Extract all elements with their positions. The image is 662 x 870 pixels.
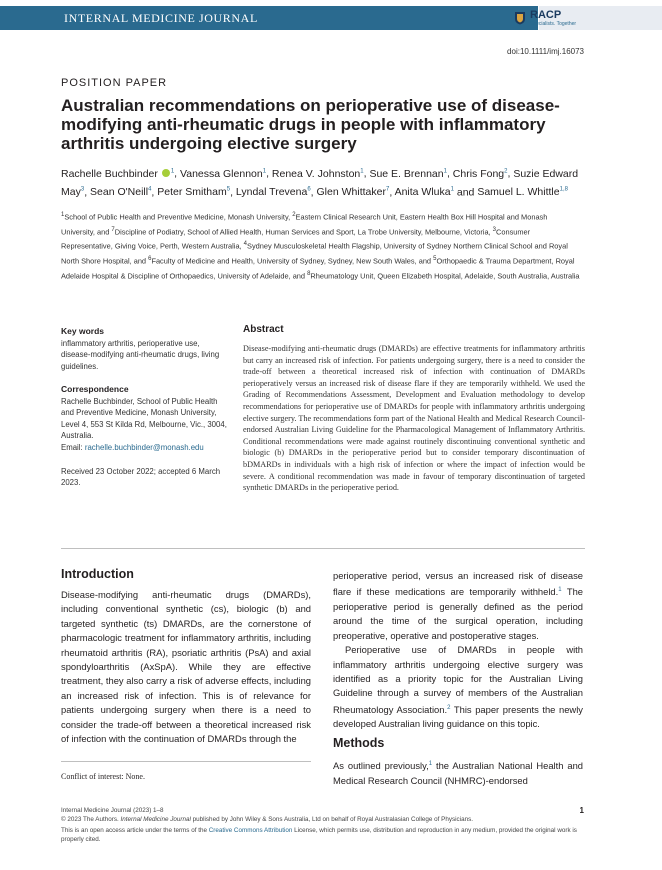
author-affiliation-ref: 1: [450, 186, 454, 193]
author-affiliation-ref: 1: [170, 168, 175, 174]
affiliation-text: School of Public Health and Preventive Medicine, Monash University,: [64, 212, 293, 222]
author-affiliation-ref: 7: [385, 186, 390, 193]
author-text: Lyndal Trevena: [235, 186, 308, 198]
author-text: Suzie Edward May: [61, 167, 579, 198]
introduction-paragraph-1-text: perioperative period, versus an increased risk of disease flare if these medications are temporarily withheld.: [333, 570, 583, 598]
racp-logo-tagline: Specialists. Together: [530, 21, 577, 27]
citation-ref[interactable]: 2: [447, 704, 451, 711]
author-name[interactable]: [395, 186, 454, 198]
author-text: Chris Fong: [452, 167, 505, 180]
affiliation-text: Sydney Musculoskeletal Health Flagship, University of Sydney Northern Clinical School and Royal North Shore Hospital, and: [61, 241, 568, 266]
author-name[interactable]: [180, 168, 266, 180]
abstract-heading: Abstract: [243, 324, 284, 335]
keywords-heading: Key words: [61, 326, 104, 336]
section-divider: [61, 548, 585, 549]
author-list: Rachelle Buchbinder $^1$, Vanessa Glennon$^1$, Renea V. Johnston$^1$, Sue E. Brennan$^1$, Chris Fong$^2$, Suzie Edward May$^3$, Sean O'Neill$^4$, Peter Smitham$^5$, Lyndal Trevena$^6$, Glen Whittaker$^7$, Anita Wluka$^1$ and Samuel L. Whittle$^{1,8}$: [61, 167, 579, 198]
journal-banner: [0, 0, 662, 38]
author-text: Sue E. Brennan: [369, 167, 444, 180]
correspondence-text: [61, 396, 231, 453]
introduction-heading: Introduction: [61, 567, 134, 581]
license-text-a: This is an open access article under the terms of the: [61, 827, 209, 834]
affiliation-number: 1: [61, 212, 65, 218]
author-affiliation-ref: 1: [262, 168, 267, 174]
affiliation-number: 2: [292, 212, 296, 218]
article-title: Australian recommendations on perioperative use of disease-modifying anti-rheumatic drugs in people with inflammatory arthritis undergoing elective surgery: [61, 96, 560, 153]
methods-paragraph-1: [333, 757, 583, 788]
affiliation-text: Rheumatology Unit, Queen Elizabeth Hospital, Adelaide, South Australia, Australia: [310, 271, 580, 281]
author-name[interactable]: [272, 168, 364, 180]
affiliation-number: 8: [307, 270, 311, 277]
author-affiliation-ref: 1: [443, 168, 447, 174]
author-affiliation-ref: 6: [307, 186, 311, 193]
introduction-paragraph-2-tail: This paper presents the newly developed Australian living guidance on this topic.: [333, 703, 583, 730]
footer-citation: Internal Medicine Journal (2023) 1–8: [61, 807, 164, 814]
author-name[interactable]: [317, 186, 390, 198]
author-text: Glen Whittaker: [316, 186, 386, 198]
email-label: Email:: [61, 442, 85, 452]
abstract-text: Disease-modifying anti-rheumatic drugs (DMARDs) are effective treatments for inflammatory arthritis but carry an increased risk of infection. For patients undergoing surgery, there is a need to consider the trade-off between a theoretical increased risk of infection with continuation of DMARDs perioperatively versus an increased risk of disease flare if they are temporarily withheld. We used the Grading of Recommendations Assessment, Development and Evaluation methodology to develop recommendations for perioperative use of DMARDs for people with inflammatory arthritis undergoing elective surgery. The recommendations form part of the National Health and Medical Research Council-endorsed Australian Living Guideline for the Pharmacological Management of Inflammatory Arthritis. Conditional recommendations were made against routinely discontinuing conventional synthetic and biologic (b) DMARDs in the perioperative period but to consider temporary discontinuation of bDMARDs in individuals with a high risk of infection or where the impact of infection would be severe. A conditional recommendation was made in favour of temporary discontinuation of targeted synthetic DMARDs in the perioperative period.: [243, 344, 585, 493]
author-name[interactable]: [90, 186, 151, 198]
license-text-b: License, which permits use, distribution and reproduction in any medium, provided the original work is properly cited.: [61, 827, 577, 843]
journal-name: INTERNAL MEDICINE JOURNAL: [64, 11, 258, 25]
citation-ref[interactable]: 1: [428, 761, 433, 767]
introduction-paragraph-1-tail: The perioperative period is generally defined as the period around the time of the surgical operation, including preoperative, operative and postoperative stages.: [333, 586, 584, 641]
author-name[interactable]: [369, 168, 446, 180]
affiliation-number: 7: [111, 226, 115, 233]
author-text: Samuel L. Whittle: [477, 186, 560, 198]
affiliation-number: 6: [148, 256, 152, 263]
affiliation-text: Discipline of Podiatry, School of Allied Health, Human Services and Sport, La Trobe University, Melbourne, Victoria,: [114, 227, 493, 237]
methods-paragraph-1-tail: the Australian National Health and Medical Research Council (NHMRC)-endorsed: [333, 760, 583, 786]
affiliation-number: 5: [433, 256, 437, 263]
correspondence-address: Rachelle Buchbinder, School of Public Health and Preventive Medicine, Monash University, Level 4, 553 St Kilda Rd, Melbourne, Vic., 3004, Australia.: [61, 397, 227, 441]
affiliation-text: Eastern Clinical Research Unit, Eastern Health Box Hill Hospital and Monash University, and: [61, 212, 548, 237]
conflict-of-interest: Conflict of interest: None.: [61, 772, 145, 781]
author-name[interactable]: [61, 168, 174, 180]
footnote-rule: [61, 761, 311, 762]
author-affiliation-ref: 1,8: [559, 186, 568, 193]
author-name[interactable]: [453, 168, 508, 180]
introduction-column-left: [61, 588, 311, 746]
license-link[interactable]: Creative Commons Attribution: [208, 827, 293, 834]
author-name[interactable]: [477, 186, 568, 198]
author-text: Sean O'Neill: [90, 186, 149, 198]
introduction-paragraph-2-text: Perioperative use of DMARDs in people with inflammatory arthritis undergoing elective surgery was identified as a priority topic for the Australian Living Guideline through a survey of members of the Australian Rheumatology Association.: [333, 644, 583, 715]
received-dates: Received 23 October 2022; accepted 6 March 2023.: [61, 467, 221, 488]
introduction-column-right: [333, 569, 583, 732]
author-affiliation-ref: 2: [504, 168, 508, 174]
keywords-text: inflammatory arthritis, perioperative use, disease-modifying anti-rheumatic drugs, living guidelines.: [61, 339, 220, 371]
racp-logo-text: RACP: [530, 9, 562, 21]
author-name[interactable]: [236, 186, 311, 198]
footer-copyright: [61, 816, 591, 823]
footer-license: [61, 826, 591, 844]
correspondence-email-link[interactable]: rachelle.buchbinder@monash.edu: [84, 442, 204, 452]
author-text: Peter Smitham: [157, 186, 227, 198]
introduction-paragraph-1-continued: [333, 569, 583, 643]
introduction-paragraph-2: [333, 643, 583, 732]
affiliation-text: Faculty of Medicine and Health, University of Sydney, Sydney, New South Wales, and: [151, 256, 434, 266]
correspondence-heading: Correspondence: [61, 384, 129, 394]
orcid-icon[interactable]: [162, 169, 170, 177]
introduction-paragraph-1: Disease-modifying anti-rheumatic drugs (DMARDs), including conventional synthetic (cs), biologic (b) and targeted synthetic (ts) DMARDs, are the cornerstone of pharmacologic treatment for inflammatory arthritis, including rheumatoid arthritis (RA), psoriatic arthritis (PsA) and axial spondyloarthritis (AxSpA). While they are effective treatment, they also carry a risk of adverse effects, including an increased risk of infection. This is of relevance for patients undergoing surgery when there is a need to consider the trade-off between a theoretical increased risk of infection with the continuation of DMARDs through the: [61, 589, 311, 745]
author-affiliation-ref: 4: [148, 186, 152, 193]
copyright-journal: Internal Medicine Journal: [120, 816, 191, 823]
affiliations: [61, 209, 583, 282]
copyright-text-a: © 2023 The Authors.: [61, 816, 121, 823]
copyright-text-b: published by John Wiley & Sons Australia, Ltd on behalf of Royal Australasian College of Physicians.: [190, 816, 473, 823]
methods-paragraph-1-text: As outlined previously,: [333, 760, 429, 772]
article-doi[interactable]: doi:10.1111/imj.16073: [507, 47, 584, 56]
author-affiliation-ref: 1: [360, 168, 364, 174]
affiliation-text: Consumer Representative, Giving Voice, Perth, Western Australia,: [61, 227, 531, 251]
citation-ref[interactable]: 1: [558, 587, 562, 594]
author-text: Renea V. Johnston: [271, 167, 361, 180]
author-name[interactable]: [157, 186, 230, 198]
author-affiliation-ref: 5: [226, 186, 231, 193]
affiliation-number: 4: [243, 241, 248, 248]
author-text: Vanessa Glennon: [180, 167, 263, 180]
author-affiliation-ref: 3: [80, 186, 85, 193]
article-type: POSITION PAPER: [61, 77, 168, 89]
methods-heading: Methods: [333, 736, 385, 750]
affiliation-number: 3: [492, 226, 497, 233]
racp-crest-icon: [513, 11, 527, 25]
author-text: Anita Wluka: [394, 186, 451, 198]
methods-column: [333, 757, 583, 788]
page-number: 1: [579, 806, 584, 815]
author-text: Rachelle Buchbinder: [61, 167, 158, 180]
affiliation-text: Orthopaedic & Trauma Department, Royal Adelaide Hospital & Discipline of Orthopaedics, University of Adelaide, and: [61, 256, 575, 281]
